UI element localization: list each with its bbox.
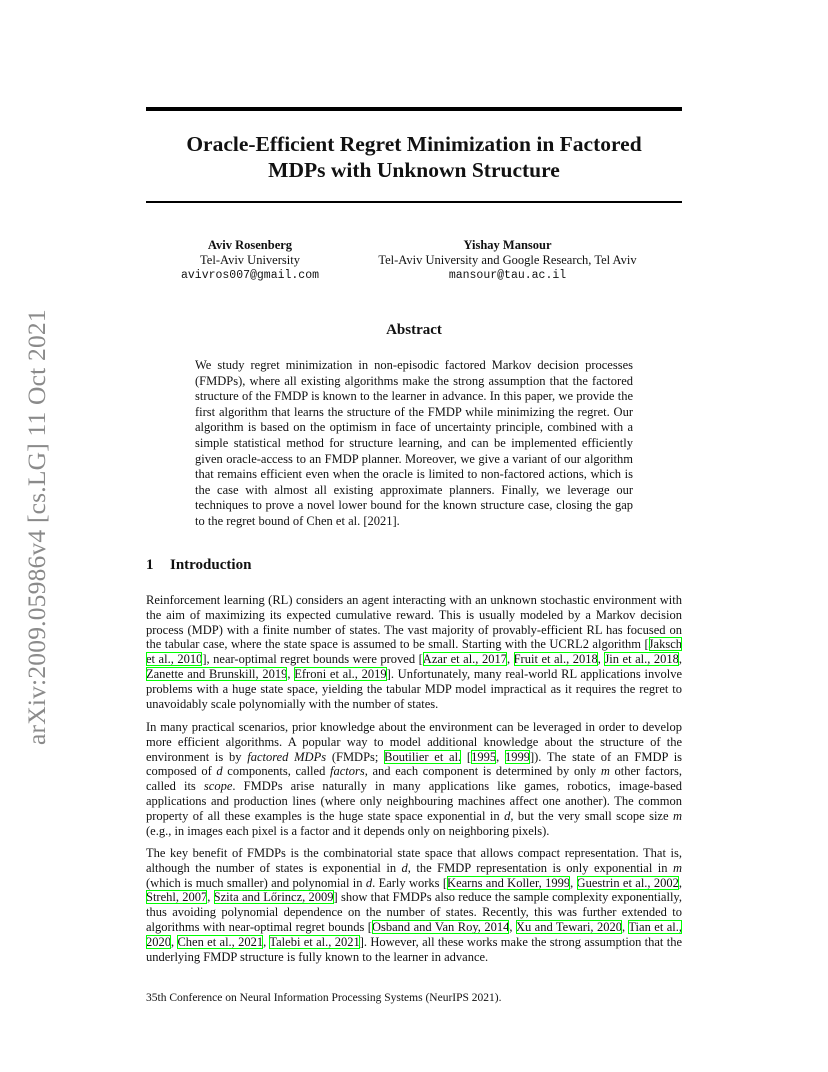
text-run: . FMDPs arise naturally in many applications like games, robotics, image-based applications and production lines (where only neighbouring machines affect one another). The common property of all these examples is the huge state space exponential in	[146, 779, 682, 823]
text-run: components, called	[222, 764, 330, 779]
title-line-1: Oracle-Efficient Regret Minimization in Factored	[186, 132, 642, 156]
citation-link[interactable]: Boutilier et al.	[384, 749, 462, 764]
text-run: ,	[597, 652, 605, 667]
author-block	[355, 238, 660, 283]
math-variable: m	[672, 808, 682, 823]
emphasis: factors	[329, 764, 365, 779]
citation-link[interactable]: Tian et al., 2020	[146, 919, 683, 949]
citation-link[interactable]: Azar et al., 2017	[422, 652, 507, 667]
math-variable: d	[216, 764, 223, 779]
text-run: ,	[678, 652, 683, 667]
text-run: ,	[287, 666, 295, 681]
math-variable: m	[600, 764, 610, 779]
emphasis: scope	[203, 779, 233, 794]
math-variable: d	[365, 875, 373, 890]
citation-link[interactable]: Kearns and Koller, 1999	[447, 875, 571, 890]
citation-link[interactable]: Talebi et al., 2021	[269, 934, 360, 949]
author-email[interactable]: mansour@tau.ac.il	[448, 269, 567, 282]
citation-link[interactable]: Osband and Van Roy, 2014	[371, 919, 510, 934]
citation-link[interactable]: Chen et al., 2021	[177, 934, 264, 949]
abstract-text: We study regret minimization in non-episodic factored Markov decision processes (FMDPs), where all existing algorithms make the strong assumption that the factored structure of the FMDP is known to the learner in advance. In this paper, we provide the first algorithm that learns the structure of the FMDP while minimizing the regret. Our algorithm is based on the optimism in face of uncertainty principle, combined with a simple statistical method for structure learning, and can be implemented efficiently given oracle-access to an FMDP planner. Moreover, we give a variant of our algorithm that remains efficient even when the oracle is limited to non-factored actions, which is the case with almost all existing approximate planners. Finally, we leverage our techniques to prove a novel lower bound for the known structure case, closing the gap to the regret bound of Chen et al. [2021].	[195, 358, 633, 528]
math-variable: d	[401, 860, 408, 875]
intro-paragraph-1	[146, 593, 682, 711]
intro-paragraph-2	[146, 720, 682, 838]
text-run: ,	[622, 919, 629, 934]
text-run: . Early works [	[372, 875, 448, 890]
text-run: Reinforcement learning (RL) considers an agent interacting with an unknown stochastic environment with the aim of maximizing its expected cumulative reward. This is usually modeled by a Markov decision process (MDP) with a finite number of states. The vast majority of provably-efficient RL has focused on the tabular case, where the state space is assumed to be small. Starting with the UCRL2 algorithm [	[146, 593, 682, 652]
text-run: ,	[263, 934, 270, 949]
paper-title	[146, 131, 682, 183]
text-run: other factors, called its	[146, 764, 682, 794]
intro-paragraph-3	[146, 846, 682, 964]
citation-link[interactable]: Strehl, 2007	[146, 890, 208, 905]
title-line-2: MDPs with Unknown Structure	[268, 158, 560, 182]
title-top-rule	[146, 107, 682, 111]
math-variable: m	[672, 860, 682, 875]
author-email[interactable]: avivros007@gmail.com	[180, 269, 320, 282]
math-variable: d	[504, 808, 511, 823]
text-run: ,	[171, 934, 178, 949]
citation-link[interactable]: Zanette and Brunskill, 2019	[146, 666, 288, 681]
abstract-heading: Abstract	[386, 322, 442, 338]
citation-link[interactable]: Jin et al., 2018	[604, 652, 679, 667]
text-run: ], near-optimal regret bounds were proved [	[202, 652, 423, 667]
author-affiliation: Tel-Aviv University	[200, 253, 300, 267]
section-number: 1	[146, 557, 154, 573]
author-block	[160, 238, 340, 283]
text-run: ,	[509, 919, 516, 934]
citation-link[interactable]: Jaksch et al., 2010	[146, 637, 682, 667]
citation-link[interactable]: 1995	[471, 749, 497, 764]
section-heading	[146, 557, 251, 574]
text-run: In many practical scenarios, prior knowledge about the environment can be leveraged in order to develop more efficient algorithms. A popular way to model additional knowledge about the structure of the environment is by	[146, 720, 682, 764]
citation-link[interactable]: 1999	[504, 749, 530, 764]
author-name: Aviv Rosenberg	[207, 238, 293, 252]
section-title: Introduction	[170, 557, 252, 573]
author-name: Yishay Mansour	[463, 238, 552, 252]
author-affiliation: Tel-Aviv University and Google Research, Tel Aviv	[378, 253, 637, 267]
text-run: ,	[496, 749, 505, 764]
text-run: ,	[570, 875, 577, 890]
citation-link[interactable]: Guestrin et al., 2002	[576, 875, 679, 890]
text-run: ]). The state of an FMDP is composed of	[146, 749, 683, 779]
text-run: The key benefit of FMDPs is the combinatorial state space that allows compact representation. That is, although the number of states is exponential in	[146, 846, 682, 875]
text-run: ]. Unfortunately, many real-world RL applications involve problems with a huge state space, yielding the tabular MDP model impractical as it requires the regret to unavoidably scale polynomially with the number of states.	[146, 666, 682, 711]
citation-link[interactable]: Fruit et al., 2018	[513, 652, 598, 667]
text-run: ,	[678, 875, 683, 890]
arxiv-identifier: arXiv:2009.05986v4 [cs.LG] 11 Oct 2021	[22, 309, 51, 746]
text-run: , the FMDP representation is only exponential in	[407, 860, 673, 875]
conference-footer: 35th Conference on Neural Information Processing Systems (NeurIPS 2021).	[146, 992, 502, 1004]
text-run: [	[461, 749, 472, 764]
text-run: (FMDPs;	[326, 749, 385, 764]
text-run: ] show that FMDPs also reduce the sample complexity exponentially, thus avoiding polynomial dependence on the number of states. Recently, this was further extended to algorithms with near-optimal regret bounds [	[146, 890, 682, 934]
citation-link[interactable]: Efroni et al., 2019	[294, 666, 387, 681]
text-run: ]. However, all these works make the strong assumption that the underlying FMDP structure is fully known to the learner in advance.	[146, 934, 682, 964]
text-run: ,	[506, 652, 514, 667]
text-run: (e.g., in images each pixel is a factor and it depends only on neighboring pixels).	[146, 823, 550, 838]
text-run: (which is much smaller) and polynomial in	[146, 875, 366, 890]
title-bottom-rule	[146, 201, 682, 203]
citation-link[interactable]: Szita and Lőrincz, 2009	[213, 890, 334, 905]
emphasis: factored MDPs	[247, 749, 327, 764]
text-run: , but the very small scope size	[510, 808, 673, 823]
citation-link[interactable]: Xu and Tewari, 2020	[515, 919, 623, 934]
text-run: ,	[207, 890, 214, 905]
text-run: , and each component is determined by only	[364, 764, 601, 779]
